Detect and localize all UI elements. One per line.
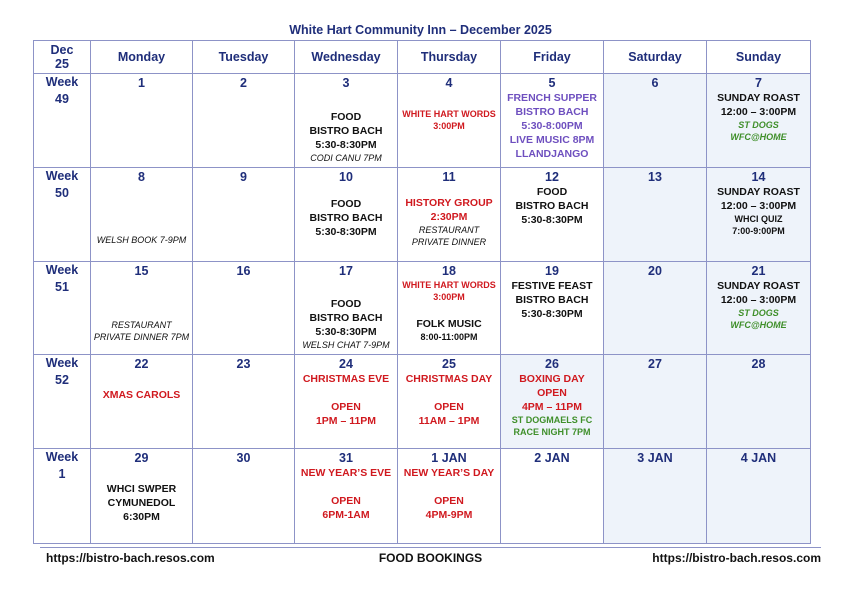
day-cell [604,74,707,168]
event-festive-feast: FESTIVE FEAST [511,280,593,292]
day-number: 30 [236,451,251,465]
day-cell [295,168,398,262]
day-cell [193,168,295,262]
day-cell [193,262,295,355]
event-new-years-day: NEW YEAR’S DAY [403,467,495,479]
day-number: 14 [751,170,766,184]
day-cell [398,74,501,168]
day-cell [707,168,811,262]
day-number: 13 [648,170,662,184]
event-open: OPEN [331,401,361,413]
header-thursday: Thursday [398,41,501,74]
week-label: Week 52 [34,355,91,449]
event-whci-swper: WHCI SWPER [106,483,177,495]
day-number: 15 [134,264,149,278]
event-white-hart-words: WHITE HART WORDS [402,109,496,119]
day-number: 1 [138,76,145,90]
day-cell [501,449,604,544]
event-time: 12:00 – 3:00PM [720,294,797,306]
event-band: LLANDJANGO [515,148,589,160]
week-row-49 [34,74,811,168]
day-number: 27 [648,357,662,371]
day-number: 2 [240,76,247,90]
event-time: 5:30-8:30PM [521,308,583,320]
day-cell [295,74,398,168]
event-history-group: HISTORY GROUP [405,197,493,209]
event-sunday-roast: SUNDAY ROAST [717,186,800,198]
day-cell [193,449,295,544]
event-hours: 1PM – 11PM [315,415,377,427]
day-number: 29 [134,451,149,465]
calendar-grid [33,40,811,544]
day-cell [707,449,811,544]
event-st-dogs: ST DOGS [738,120,779,130]
day-cell [91,449,193,544]
event-christmas-eve: CHRISTMAS EVE [302,373,390,385]
event-time: 2:30PM [430,211,468,223]
day-number: 8 [138,170,145,184]
day-cell [193,74,295,168]
event-food: FOOD [330,198,362,210]
day-number: 5 [548,76,556,90]
event-codi-canu: CODI CANU 7PM [310,153,382,163]
event-hours: 11AM – 1PM [418,415,480,427]
header-row [34,41,811,74]
event-open: OPEN [434,495,464,507]
event-christmas-day: CHRISTMAS DAY [405,373,493,385]
event-open: OPEN [331,495,361,507]
event-venue: BISTRO BACH [309,125,383,137]
event-time: 5:30-8:30PM [315,226,377,238]
event-time: 12:00 – 3:00PM [720,200,797,212]
event-time: 5:30-8:30PM [315,139,377,151]
week-label: Week 51 [34,262,91,355]
event-folk-music: FOLK MUSIC [416,318,482,330]
day-number: 19 [545,264,559,278]
event-time: 3:00PM [433,292,465,302]
event-time: 5:30-8:00PM [521,120,583,132]
day-cell [91,355,193,449]
week-row-50 [34,168,811,262]
event-welsh-book: WELSH BOOK 7-9PM [96,235,187,245]
day-cell [398,168,501,262]
header-saturday: Saturday [604,41,707,74]
event-venue: BISTRO BACH [309,312,383,324]
day-number: 31 [339,451,353,465]
day-number: 20 [648,264,662,278]
event-food: FOOD [536,186,568,198]
event-sunday-roast: SUNDAY ROAST [717,92,800,104]
day-number: 10 [339,170,353,184]
day-cell [604,168,707,262]
event-private-dinner: PRIVATE DINNER 7PM [93,332,190,342]
week-label: Week 50 [34,168,91,262]
day-cell [295,449,398,544]
day-cell [707,355,811,449]
event-venue: BISTRO BACH [515,106,589,118]
day-cell [501,168,604,262]
footer [40,547,821,565]
day-cell [91,168,193,262]
day-cell [604,262,707,355]
event-st-dogmaels-fc: ST DOGMAELS FC [511,415,593,425]
day-cell [501,355,604,449]
event-hours: 4PM-9PM [425,509,473,521]
header-sunday: Sunday [707,41,811,74]
week-row-51 [34,262,811,355]
day-cell [398,355,501,449]
day-cell [604,355,707,449]
header-tuesday: Tuesday [193,41,295,74]
event-st-dogs: ST DOGS [738,308,779,318]
event-venue: BISTRO BACH [515,294,589,306]
day-number: 3 [342,76,350,90]
event-whci-quiz: WHCI QUIZ [734,214,783,224]
calendar-title: White Hart Community Inn – December 2025 [289,23,552,37]
event-race-night: RACE NIGHT 7PM [513,427,591,437]
day-cell [295,262,398,355]
day-number: 4 JAN [740,451,777,465]
day-cell [91,262,193,355]
day-cell [501,262,604,355]
event-live-music: LIVE MUSIC 8PM [509,134,595,146]
month-year-corner: Dec 25 [34,41,91,74]
day-cell [91,74,193,168]
day-number: 28 [751,357,766,371]
day-number: 21 [751,264,766,278]
day-number: 1 JAN [431,451,467,465]
event-venue: BISTRO BACH [309,212,383,224]
event-new-years-eve: NEW YEAR’S EVE [300,467,392,479]
event-french-supper: FRENCH SUPPER [507,92,597,104]
day-number: 18 [442,264,456,278]
footer-food-bookings: FOOD BOOKINGS [378,551,483,565]
event-food: FOOD [330,298,362,310]
event-boxing-day: BOXING DAY [519,373,585,385]
day-number: 12 [545,170,559,184]
event-wfc-home: WFC@HOME [730,320,787,330]
day-number: 7 [755,76,762,90]
event-sunday-roast: SUNDAY ROAST [717,280,800,292]
day-cell [604,449,707,544]
day-number: 25 [442,357,456,371]
event-hours: 4PM – 11PM [521,401,583,413]
day-number: 22 [134,357,149,371]
event-time: 7:00-9:00PM [732,226,785,236]
day-cell [295,355,398,449]
event-time: 5:30-8:30PM [521,214,583,226]
event-wfc-home: WFC@HOME [730,132,787,142]
event-restaurant: RESTAURANT [418,225,480,235]
day-cell [501,74,604,168]
event-time: 5:30-8:30PM [315,326,377,338]
footer-booking-link-right[interactable]: https://bistro-bach.resos.com [652,551,821,565]
day-number: 23 [236,357,251,371]
day-number: 24 [339,357,353,371]
event-venue: BISTRO BACH [515,200,589,212]
event-time: 8:00-11:00PM [420,332,478,342]
header-friday: Friday [501,41,604,74]
event-open: OPEN [537,387,567,399]
day-cell [707,74,811,168]
day-cell [193,355,295,449]
day-number: 2 JAN [534,451,570,465]
footer-booking-link-left[interactable]: https://bistro-bach.resos.com [46,551,215,565]
week-row-52 [34,355,811,449]
day-number: 4 [445,76,453,90]
day-number: 3 JAN [637,451,673,465]
day-cell [707,262,811,355]
event-cymunedol: CYMUNEDOL [107,497,176,509]
event-white-hart-words: WHITE HART WORDS [402,280,496,290]
event-restaurant: RESTAURANT [111,320,172,330]
event-hours: 6PM-1AM [322,509,370,521]
day-number: 9 [240,170,247,184]
week-row-1 [34,449,811,544]
day-cell [398,449,501,544]
day-number: 26 [545,357,559,371]
day-cell [398,262,501,355]
event-open: OPEN [434,401,464,413]
event-time: 6:30PM [123,511,160,523]
header-wednesday: Wednesday [295,41,398,74]
event-time: 12:00 – 3:00PM [720,106,797,118]
event-time: 3:00PM [433,121,465,131]
day-number: 6 [651,76,659,90]
day-number: 17 [339,264,353,278]
day-number: 11 [442,170,456,184]
event-xmas-carols: XMAS CAROLS [102,389,181,401]
event-welsh-chat: WELSH CHAT 7-9PM [302,340,390,350]
day-number: 16 [236,264,251,278]
event-food: FOOD [330,111,362,123]
week-label: Week 1 [34,449,91,544]
week-label: Week 49 [34,74,91,168]
header-monday: Monday [91,41,193,74]
event-private-dinner: PRIVATE DINNER [411,237,487,247]
